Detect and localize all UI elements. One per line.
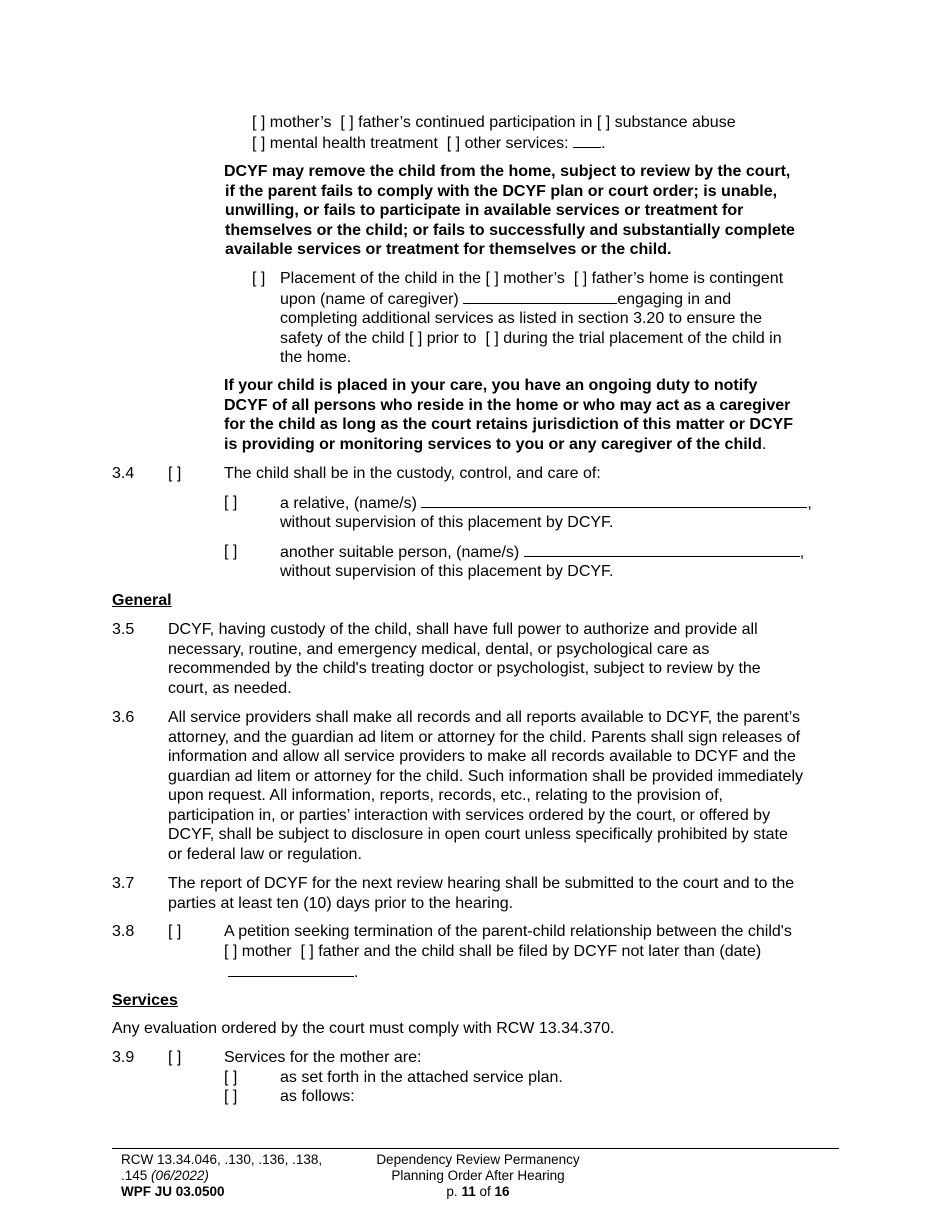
warning-notify: If your child is placed in your care, you have an ongoing duty to notify DCYF of all persons who reside in the home or who may act as a caregiver for the child as long as the court retains jurisdiction of this matter or DCYF is providing or monitoring services to you or any caregiver of the child.: [224, 377, 793, 453]
heading-general: General: [112, 592, 172, 609]
checkbox[interactable]: [ ]: [252, 114, 266, 131]
suitable-person-line: another suitable person, (name/s) ,: [280, 544, 805, 561]
caregiver-name-blank[interactable]: [463, 289, 617, 304]
checkbox[interactable]: [ ]: [252, 135, 266, 152]
suitable-person-supervision: without supervision of this placement by DCYF.: [280, 563, 614, 580]
section-checkbox[interactable]: [ ]: [168, 465, 182, 482]
section-number: 3.7: [112, 875, 135, 892]
relative-line: a relative, (name/s) ,: [280, 495, 812, 512]
checkbox[interactable]: [ ]: [573, 270, 588, 287]
section-text: The child shall be in the custody, control, and care of:: [224, 465, 601, 482]
evaluation-text: Any evaluation ordered by the court must comply with RCW 13.34.370.: [112, 1020, 615, 1037]
section-number: 3.9: [112, 1049, 135, 1066]
section-number: 3.8: [112, 923, 135, 940]
checkbox[interactable]: [ ]: [300, 943, 314, 960]
section-3-5-text: DCYF, having custody of the child, shall have full power to authorize and provide all necessary, routine, and emergency medical, dental, or psychological care as recommended by the child's treating doctor or psychologist, subject to review by the court, as needed.: [168, 621, 761, 697]
section-checkbox[interactable]: [ ]: [168, 923, 182, 940]
footer-divider: [112, 1148, 839, 1149]
footer-page-number: p. 11 of 16: [446, 1184, 510, 1199]
termination-date-blank[interactable]: [228, 962, 354, 977]
checkbox[interactable]: [ ]: [485, 270, 499, 287]
checkbox[interactable]: [ ]: [340, 114, 354, 131]
heading-services: Services: [112, 992, 178, 1009]
services-treatment-line: [ ] mental health treatment [ ] other services: .: [252, 135, 606, 152]
termination-date-line: .: [228, 962, 358, 983]
other-services-blank[interactable]: [573, 133, 601, 148]
footer-form-id: WPF JU 03.0500: [121, 1184, 225, 1199]
footer-rcw: RCW 13.34.046, .130, .136, .138, .145 (06/2022) WPF JU 03.0500: [121, 1152, 323, 1199]
section-checkbox[interactable]: [ ]: [168, 1049, 182, 1066]
checkbox[interactable]: [ ]: [485, 329, 499, 347]
checkbox[interactable]: [ ]: [224, 943, 238, 960]
section-3-7-text: The report of DCYF for the next review hearing shall be submitted to the court and to the parties at least ten (10) days prior to the hearing.: [168, 875, 795, 912]
relative-checkbox[interactable]: [ ]: [224, 494, 238, 511]
termination-line-2: [ ] mother [ ] father and the child shall be filed by DCYF not later than (date): [224, 943, 762, 960]
placement-checkbox[interactable]: [ ]: [252, 270, 266, 287]
relative-supervision: without supervision of this placement by DCYF.: [280, 514, 614, 531]
section-number: 3.5: [112, 621, 135, 638]
as-follows-label: as follows:: [280, 1088, 355, 1105]
checkbox[interactable]: [ ]: [596, 114, 611, 131]
section-3-6-text: All service providers shall make all records and all reports available to DCYF, the parent’s attorney, and the guardian ad litem or attorney for the child. Parents shall sign releases of information and allow all service providers to make all records available to DCYF and the guardian ad litem or attorney for the child. Such information shall be provided immediately upon request. All information, reports, records, etc., relating to the provision of, participation in, or parties’ interaction with services ordered by the court, or offered by DCYF, shall be subject to disclosure in open court unless specifically prohibited by state or federal law or regulation.: [168, 709, 803, 863]
footer-title: Dependency Review Permanency Planning Order After Hearing p. 11 of 16: [360, 1152, 596, 1200]
section-number: 3.4: [112, 465, 135, 482]
services-mother-text: Services for the mother are:: [224, 1049, 422, 1066]
checkbox[interactable]: [ ]: [408, 329, 423, 347]
termination-line-1: A petition seeking termination of the parent-child relationship between the child's: [224, 923, 792, 940]
service-plan-label: as set forth in the attached service plan.: [280, 1069, 563, 1086]
suitable-person-name-blank[interactable]: [524, 542, 800, 557]
service-plan-checkbox[interactable]: [ ]: [224, 1069, 238, 1086]
checkbox[interactable]: [ ]: [446, 135, 461, 152]
suitable-person-checkbox[interactable]: [ ]: [224, 543, 238, 560]
placement-paragraph: Placement of the child in the [ ] mother’s [ ] father’s home is contingent upon (name of caregiver) engaging in and completing additional services as listed in section 3.20 to ensure the safety of the child [ ] prior to [ ] during the trial placement of the child in the home.: [280, 270, 784, 366]
section-number: 3.6: [112, 709, 135, 726]
warning-removal: DCYF may remove the child from the home, subject to review by the court, if the parent fails to comply with the DCYF plan or court order; is unable, unwilling, or fails to participate in available services or treatment for themselves or the child; or fails to successfully and substantially complete available services or treatment for themselves or the child.: [224, 163, 795, 258]
as-follows-checkbox[interactable]: [ ]: [224, 1088, 238, 1105]
relative-name-blank[interactable]: [421, 493, 807, 508]
services-participation-line: [ ] mother’s [ ] father’s continued participation in [ ] substance abuse: [252, 114, 736, 131]
